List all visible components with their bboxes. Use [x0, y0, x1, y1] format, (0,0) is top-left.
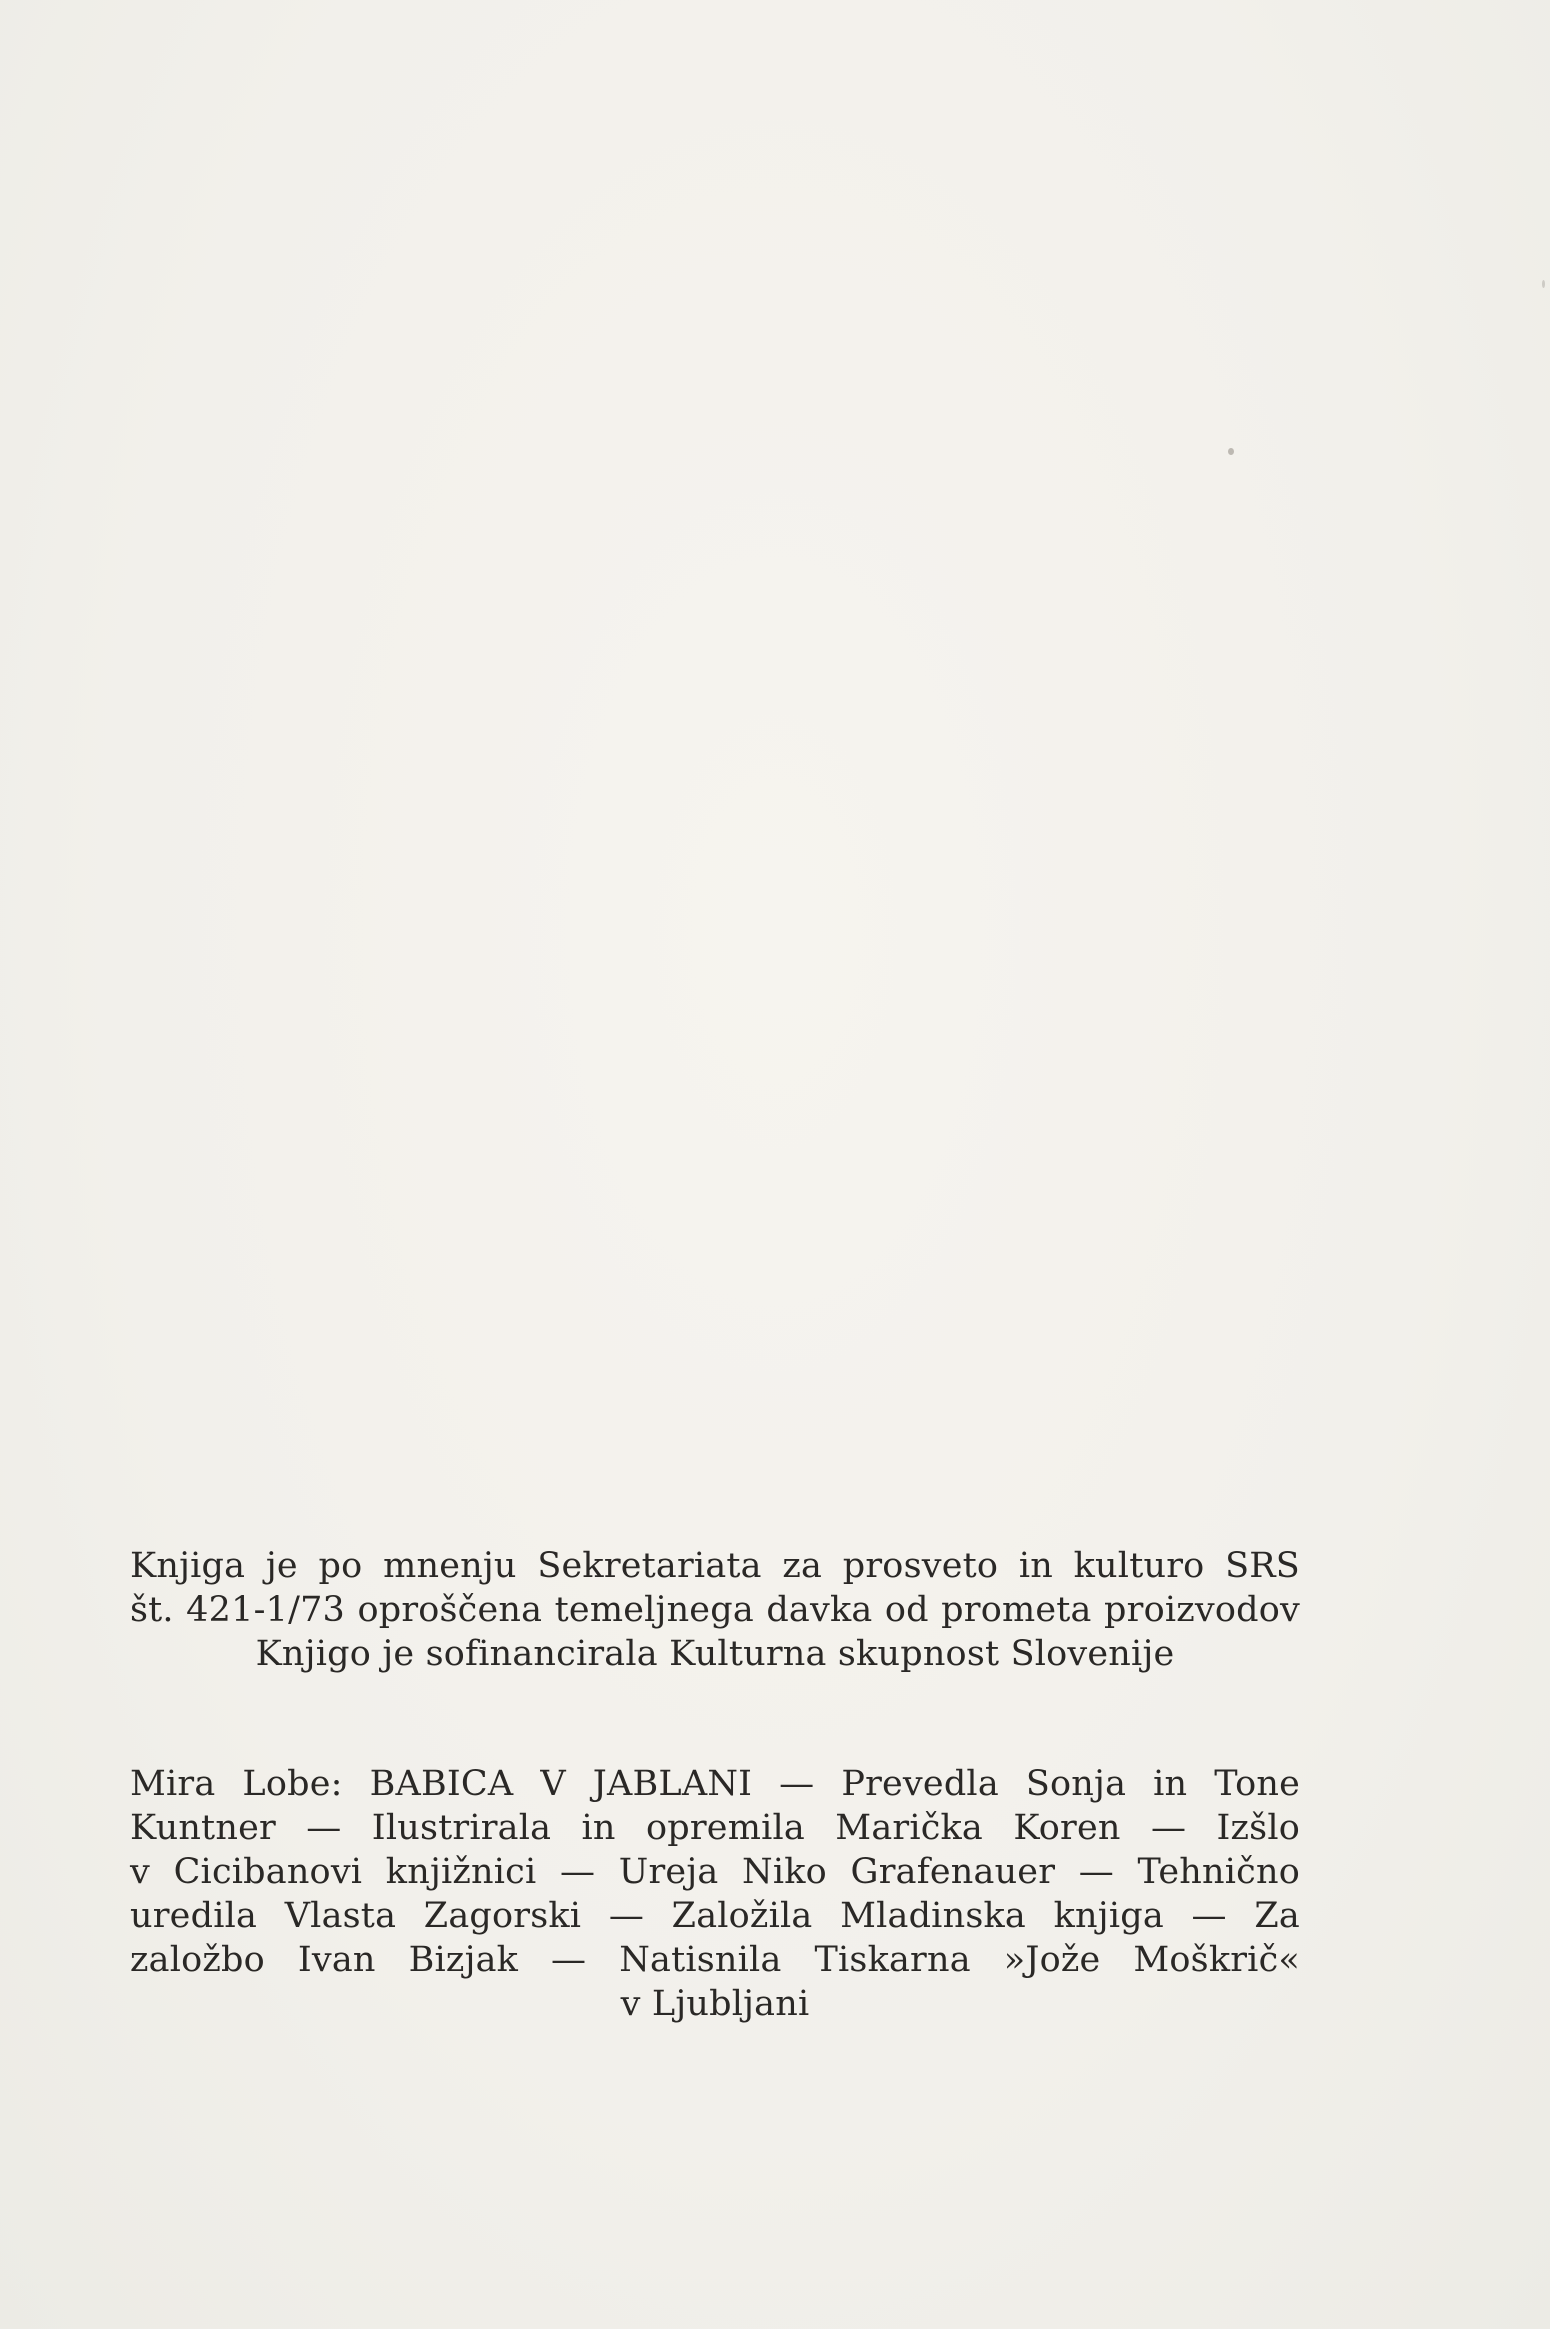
tax-exemption-note — [130, 1544, 1300, 1676]
imprint-line: založbo Ivan Bizjak — Natisnila Tiskarna »Jože Moškrič« — [130, 1940, 1300, 1980]
tax-note-line: Knjiga je po mnenju Sekretariata za prosveto in kulturo SRS — [130, 1546, 1300, 1586]
imprint-line: uredila Vlasta Zagorski — Založila Mladinska knjiga — Za — [130, 1896, 1300, 1936]
tax-note-line: Knjigo je sofinancirala Kulturna skupnost Slovenije — [255, 1634, 1175, 1674]
colophon-imprint — [130, 1762, 1300, 2026]
paper-speck — [1542, 280, 1545, 288]
imprint-line: v Ljubljani — [620, 1984, 810, 2024]
tax-note-line: št. 421-1/73 oproščena temeljnega davka od prometa proizvodov — [130, 1590, 1300, 1630]
imprint-line: v Cicibanovi knjižnici — Ureja Niko Grafenauer — Tehnično — [130, 1852, 1300, 1892]
imprint-line: Kuntner — Ilustrirala in opremila Marička Koren — Izšlo — [130, 1808, 1300, 1848]
paper-speck — [1228, 448, 1234, 455]
imprint-line: Mira Lobe: BABICA V JABLANI — Prevedla Sonja in Tone — [130, 1764, 1300, 1804]
